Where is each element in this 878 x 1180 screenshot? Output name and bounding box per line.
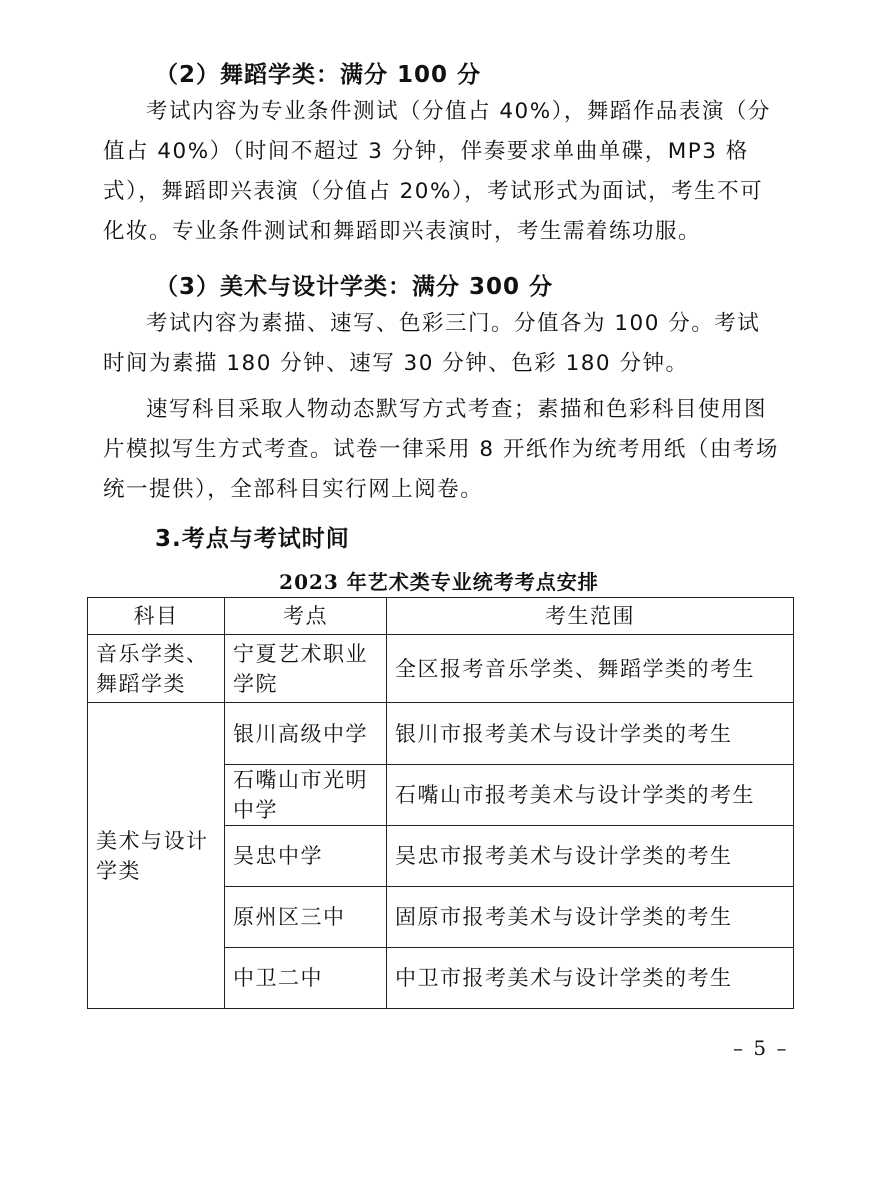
subject-cell: 美术与设计学类 (88, 703, 225, 1009)
table-title: 2023 年艺术类专业统考考点安排 (279, 570, 599, 594)
page-number: – 5 – (733, 1036, 789, 1060)
venue-cell: 银川高级中学 (225, 703, 387, 765)
header-venue: 考点 (225, 598, 387, 635)
paragraph-art-method: 速写科目采取人物动态默写方式考查；素描和色彩科目使用图片模拟写生方式考查。试卷一律采用 8 开纸作为统考用纸（由考场统一提供），全部科目实行网上阅卷。 (103, 397, 779, 502)
venue-cell: 吴忠中学 (225, 826, 387, 887)
table-row (88, 635, 794, 703)
venue-cell: 宁夏艺术职业学院 (225, 635, 387, 703)
exam-venue-table (87, 597, 794, 1009)
header-subject: 科目 (88, 598, 225, 635)
section-heading-dance: （2）舞蹈学类：满分 100 分 (155, 62, 482, 88)
scope-cell: 固原市报考美术与设计学类的考生 (387, 887, 794, 948)
scope-cell: 石嘴山市报考美术与设计学类的考生 (387, 765, 794, 826)
scope-cell: 全区报考音乐学类、舞蹈学类的考生 (387, 635, 794, 703)
scope-cell: 银川市报考美术与设计学类的考生 (387, 703, 794, 765)
table-row (88, 703, 794, 765)
scope-cell: 中卫市报考美术与设计学类的考生 (387, 948, 794, 1009)
section-heading-venues: 3.考点与考试时间 (155, 526, 350, 552)
venue-cell: 中卫二中 (225, 948, 387, 1009)
table-header-row (88, 598, 794, 635)
venue-cell: 石嘴山市光明中学 (225, 765, 387, 826)
paragraph-art-content: 考试内容为素描、速写、色彩三门。分值各为 100 分。考试时间为素描 180 分钟、速写 30 分钟、色彩 180 分钟。 (103, 311, 761, 376)
scope-cell: 吴忠市报考美术与设计学类的考生 (387, 826, 794, 887)
section-heading-art: （3）美术与设计学类：满分 300 分 (155, 274, 554, 300)
paragraph-dance-content: 考试内容为专业条件测试（分值占 40%），舞蹈作品表演（分值占 40%）（时间不超过 3 分钟，伴奏要求单曲单碟，MP3 格式），舞蹈即兴表演（分值占 20%），考试形式为面试，考生不可化妆。专业条件测试和舞蹈即兴表演时，考生需着练功服。 (103, 99, 771, 244)
header-scope: 考生范围 (387, 598, 794, 635)
venue-cell: 原州区三中 (225, 887, 387, 948)
subject-cell: 音乐学类、舞蹈学类 (88, 635, 225, 703)
